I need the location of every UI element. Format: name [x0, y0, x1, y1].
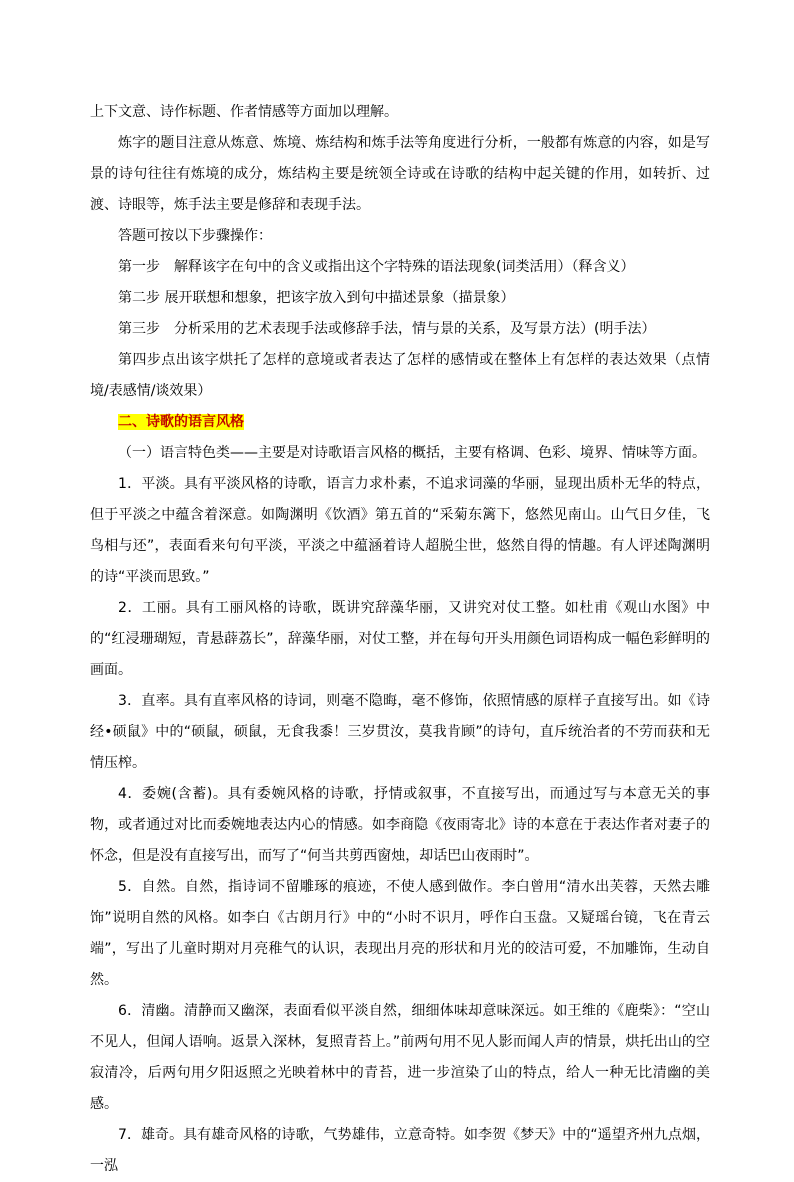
paragraph-style-ziran: 5．自然。自然，指诗词不留雕琢的痕迹，不使人感到做作。李白曾用“清水出芙蓉，天然去雕饰”说明自然的风格。如李白《古朗月行》中的“小时不识月，呼作白玉盘。又疑瑶台镜，飞在青云端”，写出了儿童时期对月亮稚气的认识，表现出月亮的形状和月光的皎洁可爱，不加雕饰，生动自然。 [90, 879, 710, 988]
paragraph-step-1: 第一步 解释该字在句中的含义或指出这个字特殊的语法现象(词类活用）（释含义） [118, 259, 635, 275]
paragraph-step-4: 第四步点出该字烘托了怎样的意境或者表达了怎样的感情或在整体上有怎样的表达效果（点情境/表感情/谈效果） [90, 352, 710, 399]
paragraph-style-pingdan: 1．平淡。具有平淡风格的诗歌，语言力求朴素，不追求词藻的华丽，显现出质朴无华的特点，但于平淡之中蕴含着深意。如陶渊明《饮酒》第五首的“采菊东篱下，悠然见南山。山气日夕佳，飞鸟相与还”，表面看来句句平淡，平淡之中蕴涵着诗人超脱尘世，悠然自得的情趣。有人评述陶渊明的诗“平淡而思致。” [90, 476, 710, 585]
paragraph-lianzi: 炼字的题目注意从炼意、炼境、炼结构和炼手法等角度进行分析，一般都有炼意的内容，如是写景的诗句往往有炼境的成分，炼结构主要是统领全诗或在诗歌的结构中起关键的作用，如转折、过渡、诗眼等，炼手法主要是修辞和表现手法。 [90, 135, 710, 213]
paragraph-category-intro: （一）语言特色类——主要是对诗歌语言风格的概括，主要有格调、色彩、境界、情味等方面。 [118, 445, 706, 461]
paragraph-step-2: 第二步 展开联想和想象，把该字放入到句中描述景象（描景象） [118, 290, 515, 306]
paragraph-style-qingyou: 6．清幽。清静而又幽深，表面看似平淡自然，细细体味却意味深远。如王维的《鹿柴》：“空山不见人，但闻人语响。返景入深林，复照青苔上。”前两句用不见人影而闻人声的情景，烘托出山的空寂清冷，后两句用夕阳返照之光映着林中的青苔，进一步渲染了山的特点，给人一种无比清幽的美感。 [90, 1003, 710, 1112]
paragraph-continuation: 上下文意、诗作标题、作者情感等方面加以理解。 [90, 104, 398, 120]
document-body [90, 97, 710, 1182]
paragraph-style-zhishuai: 3．直率。具有直率风格的诗词，则毫不隐晦，毫不修饰，依照情感的原样子直接写出。如《诗经•硕鼠》中的“硕鼠，硕鼠，无食我黍！三岁贯汝，莫我肯顾”的诗句，直斥统治者的不劳而获和无情压榨。 [90, 693, 710, 771]
section-heading: 二、诗歌的语言风格 [118, 414, 244, 430]
section-heading-line [90, 407, 710, 438]
paragraph-steps-intro: 答题可按以下步骤操作： [118, 228, 272, 244]
paragraph-style-xiongqi: 7．雄奇。具有雄奇风格的诗歌，气势雄伟，立意奇特。如李贺《梦天》中的“遥望齐州九点烟，一泓 [90, 1127, 710, 1174]
paragraph-step-3: 第三步 分析采用的艺术表现手法或修辞手法，情与景的关系，及写景方法）(明手法） [118, 321, 656, 337]
paragraph-style-weiwan: 4．委婉(含蓄)。具有委婉风格的诗歌，抒情或叙事，不直接写出，而通过写与本意无关的事物，或者通过对比而委婉地表达内心的情感。如李商隐《夜雨寄北》诗的本意在于表达作者对妻子的怀念，但是没有直接写出，而写了“何当共剪西窗烛，却话巴山夜雨时”。 [90, 786, 710, 864]
paragraph-style-gongli: 2．工丽。具有工丽风格的诗歌，既讲究辞藻华丽，又讲究对仗工整。如杜甫《观山水图》中的“红浸珊瑚短，青悬薜荔长”，辞藻华丽，对仗工整，并在每句开头用颜色词语构成一幅色彩鲜明的画面。 [90, 600, 710, 678]
